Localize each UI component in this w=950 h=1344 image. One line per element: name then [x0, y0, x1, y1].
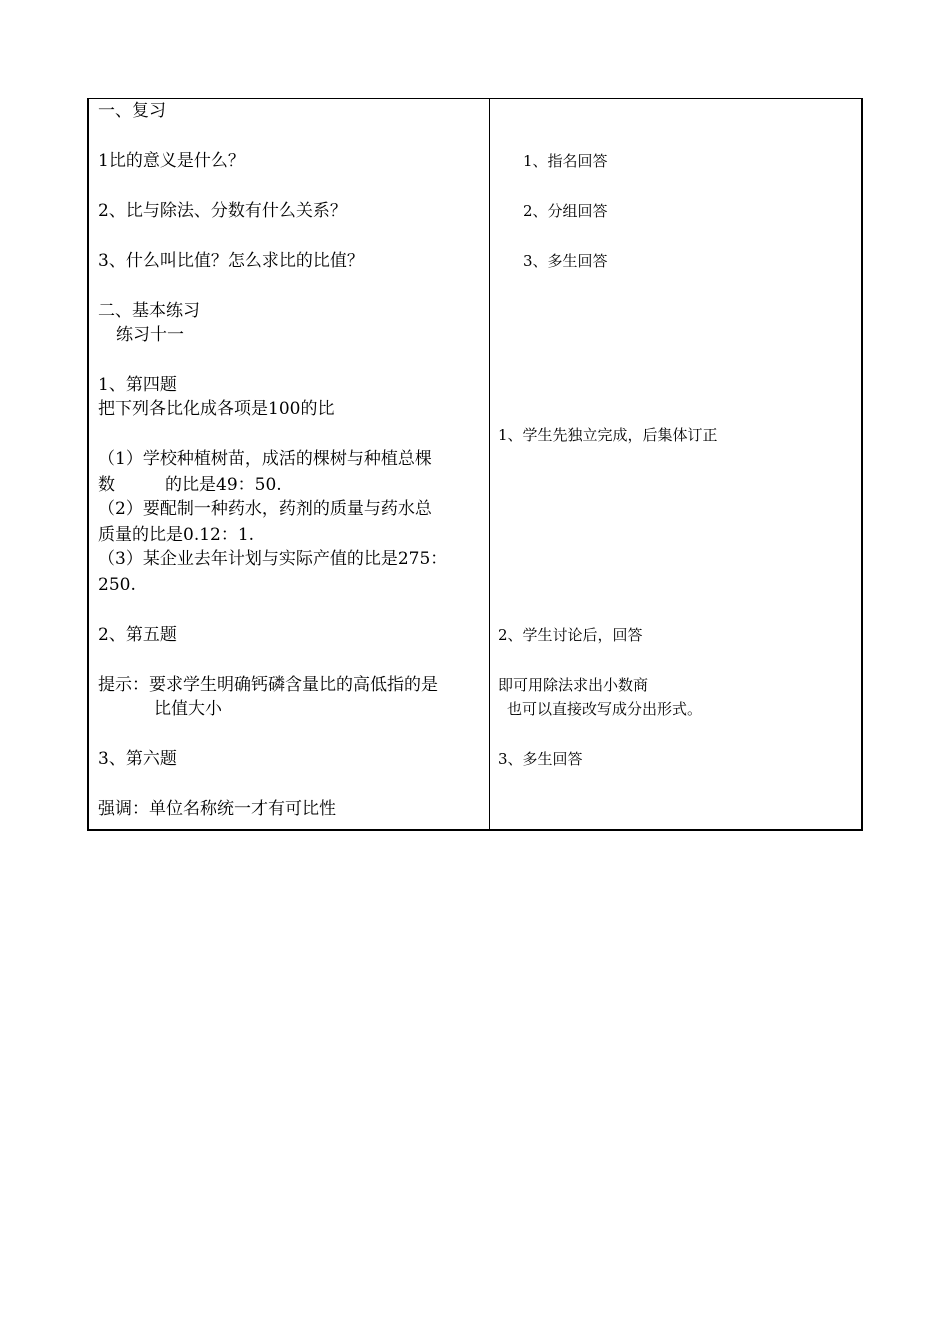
review-question-1: 1比的意义是什么？ — [98, 151, 245, 171]
exercise-4-item-1-line-2a: 数 — [98, 475, 115, 495]
answer-3: 3、多生回答 — [523, 252, 608, 270]
exercise-5-hint-line-1: 提示：要求学生明确钙磷含量比的高低指的是 — [98, 675, 438, 695]
practice-heading: 二、基本练习 — [98, 301, 200, 321]
review-heading: 一、复习 — [98, 101, 166, 121]
review-question-2: 2、比与除法、分数有什么关系？ — [98, 201, 347, 221]
answer-1: 1、指名回答 — [523, 152, 608, 170]
practice-subheading: 练习十一 — [116, 325, 184, 345]
exercise-5-title: 2、第五题 — [98, 625, 177, 645]
activity-2: 2、学生讨论后，回答 — [498, 626, 643, 644]
exercise-4-description: 把下列各比化成各项是100的比 — [98, 399, 335, 419]
exercise-4-title: 1、第四题 — [98, 375, 177, 395]
lesson-table — [87, 98, 863, 831]
exercise-4-item-1-line-1: （1）学校种植树苗，成活的棵树与种植总棵 — [98, 449, 432, 469]
activity-4: 3、多生回答 — [498, 750, 583, 768]
exercise-4-item-2-line-2: 质量的比是0.12：1. — [98, 525, 255, 545]
exercise-6-title: 3、第六题 — [98, 749, 177, 769]
exercise-4-item-3-line-1: （3）某企业去年计划与实际产值的比是275： — [98, 549, 448, 569]
answer-2: 2、分组回答 — [523, 202, 608, 220]
review-question-3: 3、什么叫比值？怎么求比的比值？ — [98, 251, 364, 271]
exercise-4-item-1-line-2b: 的比是49：50. — [165, 475, 282, 495]
exercise-6-emphasis: 强调：单位名称统一才有可比性 — [98, 799, 336, 819]
activity-3-line-1: 即可用除法求出小数商 — [498, 676, 649, 694]
activity-1: 1、学生先独立完成，后集体订正 — [498, 426, 718, 444]
activity-3-line-2: 也可以直接改写成分出形式。 — [507, 700, 703, 718]
column-divider — [489, 99, 490, 829]
exercise-5-hint-line-2: 比值大小 — [154, 699, 222, 719]
exercise-4-item-3-line-2: 250. — [98, 575, 136, 595]
exercise-4-item-2-line-1: （2）要配制一种药水，药剂的质量与药水总 — [98, 499, 432, 519]
